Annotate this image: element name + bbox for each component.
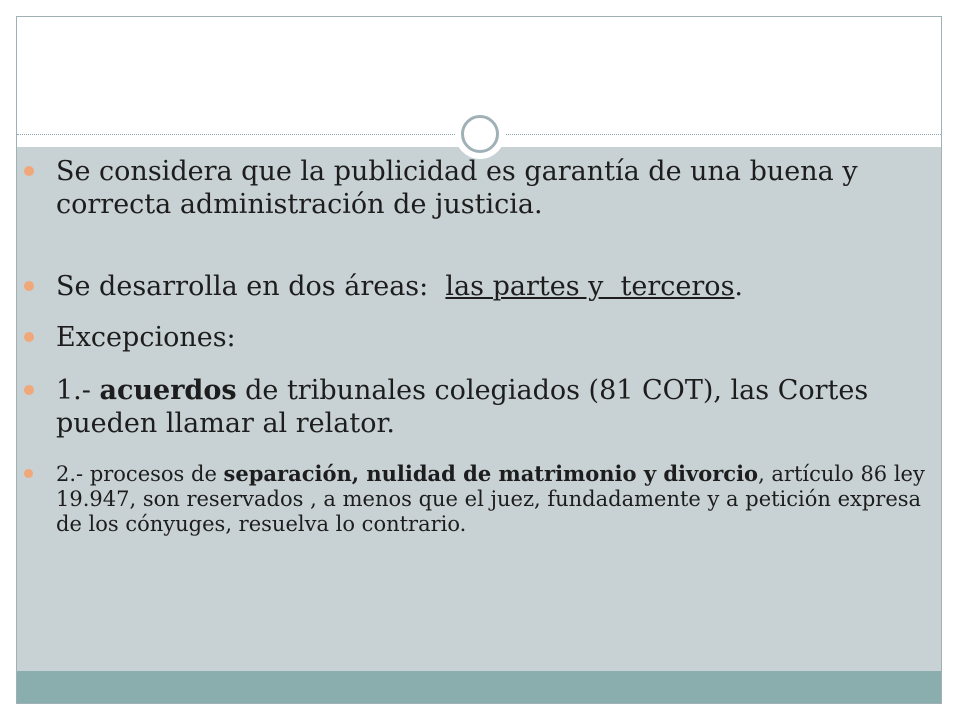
bullet-lead-text: procesos de [89,462,224,486]
bullet-number: 2.- [56,462,90,486]
bullet-tail-text: de tribunales colegiados (81 COT), las Cortes pueden llamar al relator. [56,375,869,439]
bullet-item [0,321,960,354]
bullet-item [0,155,960,221]
bullet-tail-text: . [734,271,744,302]
bullet-number: 1.- [56,375,100,406]
bullet-item [0,374,960,440]
bullet-item [0,461,960,537]
bullet-dot-icon [24,469,33,478]
bullet-underlined-text: las partes y terceros [445,271,735,302]
bullet-text: Se considera que la publicidad es garantía de una buena y correcta administración de justicia. [56,156,858,220]
bullet-dot-icon [24,332,34,342]
bullet-list [0,150,960,537]
bottom-accent-bar [17,671,941,704]
bullet-dot-icon [24,281,34,291]
bullet-lead-text: Se desarrolla en dos áreas: [56,271,446,302]
bullet-dot-icon [24,385,34,395]
bullet-bold-text: separación, nulidad de matrimonio y divorcio [223,461,759,486]
bullet-text: Excepciones: [56,322,236,353]
bullet-dot-icon [24,166,34,176]
bullet-item [0,270,960,303]
bullet-bold-text: acuerdos [99,375,237,406]
bullet-tail-text: , artículo 86 ley 19.947, son reservados , a menos que el juez, fundadamente y a petición expresa de los cónyuges, resuelva lo contrario. [56,462,925,536]
ornament-ring [461,115,499,153]
